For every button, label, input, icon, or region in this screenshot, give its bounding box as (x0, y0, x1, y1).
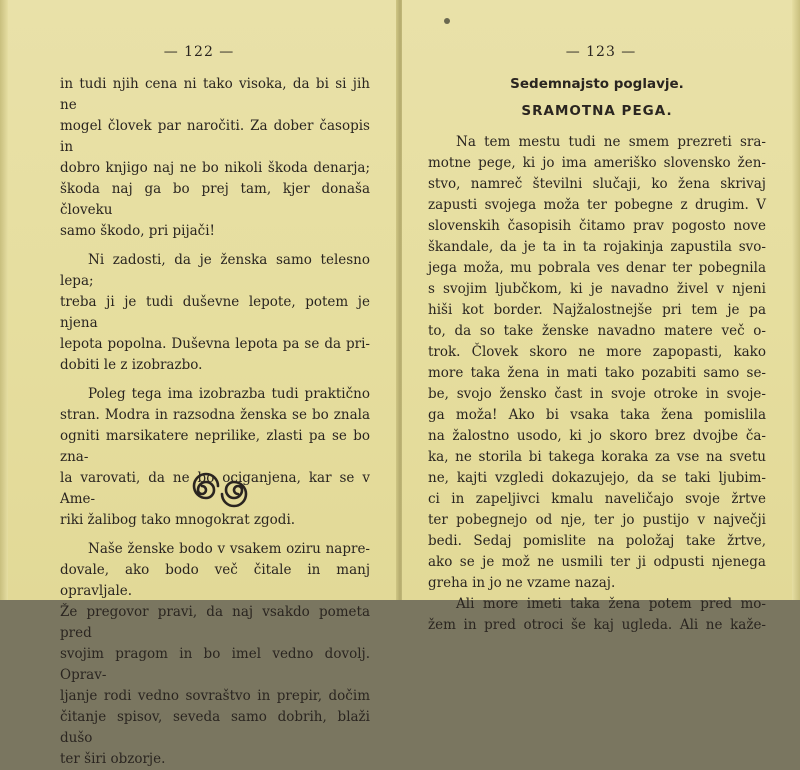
text-line: Že pregovor pravi, da naj vsakdo pometa pred (60, 604, 370, 641)
text-line: ako se je mož ne usmili ter ji odpusti njenega (428, 554, 766, 570)
text-line: be, svojo žensko čast in svoje otroke in svoje- (428, 386, 766, 402)
right-page (402, 0, 800, 633)
text-line: treba ji je tudi duševne lepote, potem je njena (60, 294, 370, 331)
text-line: ka, ne storila bi takega koraka za vse na svetu (428, 449, 766, 465)
text-line: ter pobegnejo od nje, ter jo pustijo v največji (428, 512, 766, 528)
text-line: greha in jo ne vzame nazaj. (428, 575, 616, 591)
text-line: lepota popolna. Duševna lepota pa se da pri- (60, 336, 370, 352)
text-line: ljanje rodi vedno sovraštvo in prepir, dočim (60, 688, 370, 704)
left-page-text (60, 74, 370, 770)
text-line: Poleg tega ima izobrazba tudi praktično (88, 386, 370, 402)
text-line: škandale, da je ta in ta rojakinja zapustila svo- (428, 239, 766, 255)
text-line: dovale, ako bodo več čitale in manj opravljale. (60, 562, 370, 599)
text-line: dobiti le z izobrazbo. (60, 357, 203, 373)
text-line: mogel človek par naročiti. Za dober časopis in (60, 118, 370, 155)
text-line: stvo, namreč številni slučaji, ko žena skrivaj (428, 176, 766, 192)
text-line: bedi. Sedaj pomislite na položaj take žrtve, (428, 533, 766, 549)
text-line: ogniti marsikatere neprilike, zlasti pa se bo zna- (60, 428, 370, 465)
text-line: s svojim ljubčkom, ki je navadno živel v njeni (428, 281, 766, 297)
page-edge (0, 0, 8, 600)
ink-spot (444, 18, 450, 24)
paragraph (428, 594, 766, 636)
text-line: stran. Modra in razsodna ženska se bo znala (60, 407, 370, 423)
text-line: čitanje spisov, seveda samo dobrih, blaži dušo (60, 709, 370, 746)
text-line: ga moža! Ako bi vsaka taka žena pomislila (428, 407, 766, 423)
text-line: jega moža, mu pobrala ves denar ter pobegnila (428, 260, 766, 276)
text-line: ter širi obzorje. (60, 751, 166, 767)
spiral-ornament-icon (180, 468, 260, 512)
chapter-title: SRAMOTNA PEGA. (521, 103, 673, 119)
text-line: riki žalibog tako mnogokrat zgodi. (60, 512, 296, 528)
page-number: — 123 — (565, 44, 637, 60)
text-line: Naše ženske bodo v vsakem oziru napre- (88, 541, 370, 557)
text-line: dobro knjigo naj ne bo nikoli škoda denarja; (60, 160, 370, 176)
text-line: la varovati, da ne bo ociganjena, kar se v Ame- (60, 470, 370, 507)
text-line: Ali more imeti taka žena potem pred mo- (456, 596, 766, 612)
text-line: Ni zadosti, da je ženska samo telesno lepa; (60, 252, 370, 289)
paragraph (428, 132, 766, 594)
text-line: trok. Človek skoro ne more zapopasti, kako (428, 344, 766, 360)
left-page (0, 0, 398, 767)
text-line: samo škodo, pri pijači! (60, 223, 215, 239)
chapter-heading: Sedemnajsto poglavje. (510, 76, 684, 92)
paragraph (60, 250, 370, 376)
text-line: motne pege, ki jo ima ameriško slovensko žen- (428, 155, 766, 171)
text-line: svojim pragom in bo imel vedno dovolj. Oprav- (60, 646, 370, 683)
paragraph (60, 539, 370, 770)
text-line: zapusti svojega moža ter pobegne z drugim. V (428, 197, 766, 213)
text-line: žem in pred otroci še kaj ugleda. Ali ne kaže- (428, 617, 766, 633)
text-line: škoda naj ga bo prej tam, kjer donaša človeku (60, 181, 370, 218)
text-line: in tudi njih cena ni tako visoka, da bi si jih ne (60, 76, 370, 113)
paragraph (60, 74, 370, 242)
text-line: to, da so take ženske navadno matere več o- (428, 323, 766, 339)
page-number: — 122 — (163, 44, 235, 60)
text-line: hiši kot border. Najžalostnejše pri tem je pa (428, 302, 766, 318)
text-line: more taka žena in mati tako pozabiti samo se- (428, 365, 766, 381)
text-line: ne, kajti vzgledi dokazujejo, da se taki ljubim- (428, 470, 766, 486)
page-edge (792, 0, 800, 600)
right-page-text (428, 74, 766, 636)
text-line: na žalostno usodo, ki jo skoro brez dvojbe ča- (428, 428, 766, 444)
text-line: slovenskih časopisih čitamo prav pogosto nove (428, 218, 766, 234)
text-line: Na tem mestu tudi ne smem prezreti sra- (456, 134, 766, 150)
text-line: ci in zapeljivci kmalu naveličajo svoje žrtve (428, 491, 766, 507)
